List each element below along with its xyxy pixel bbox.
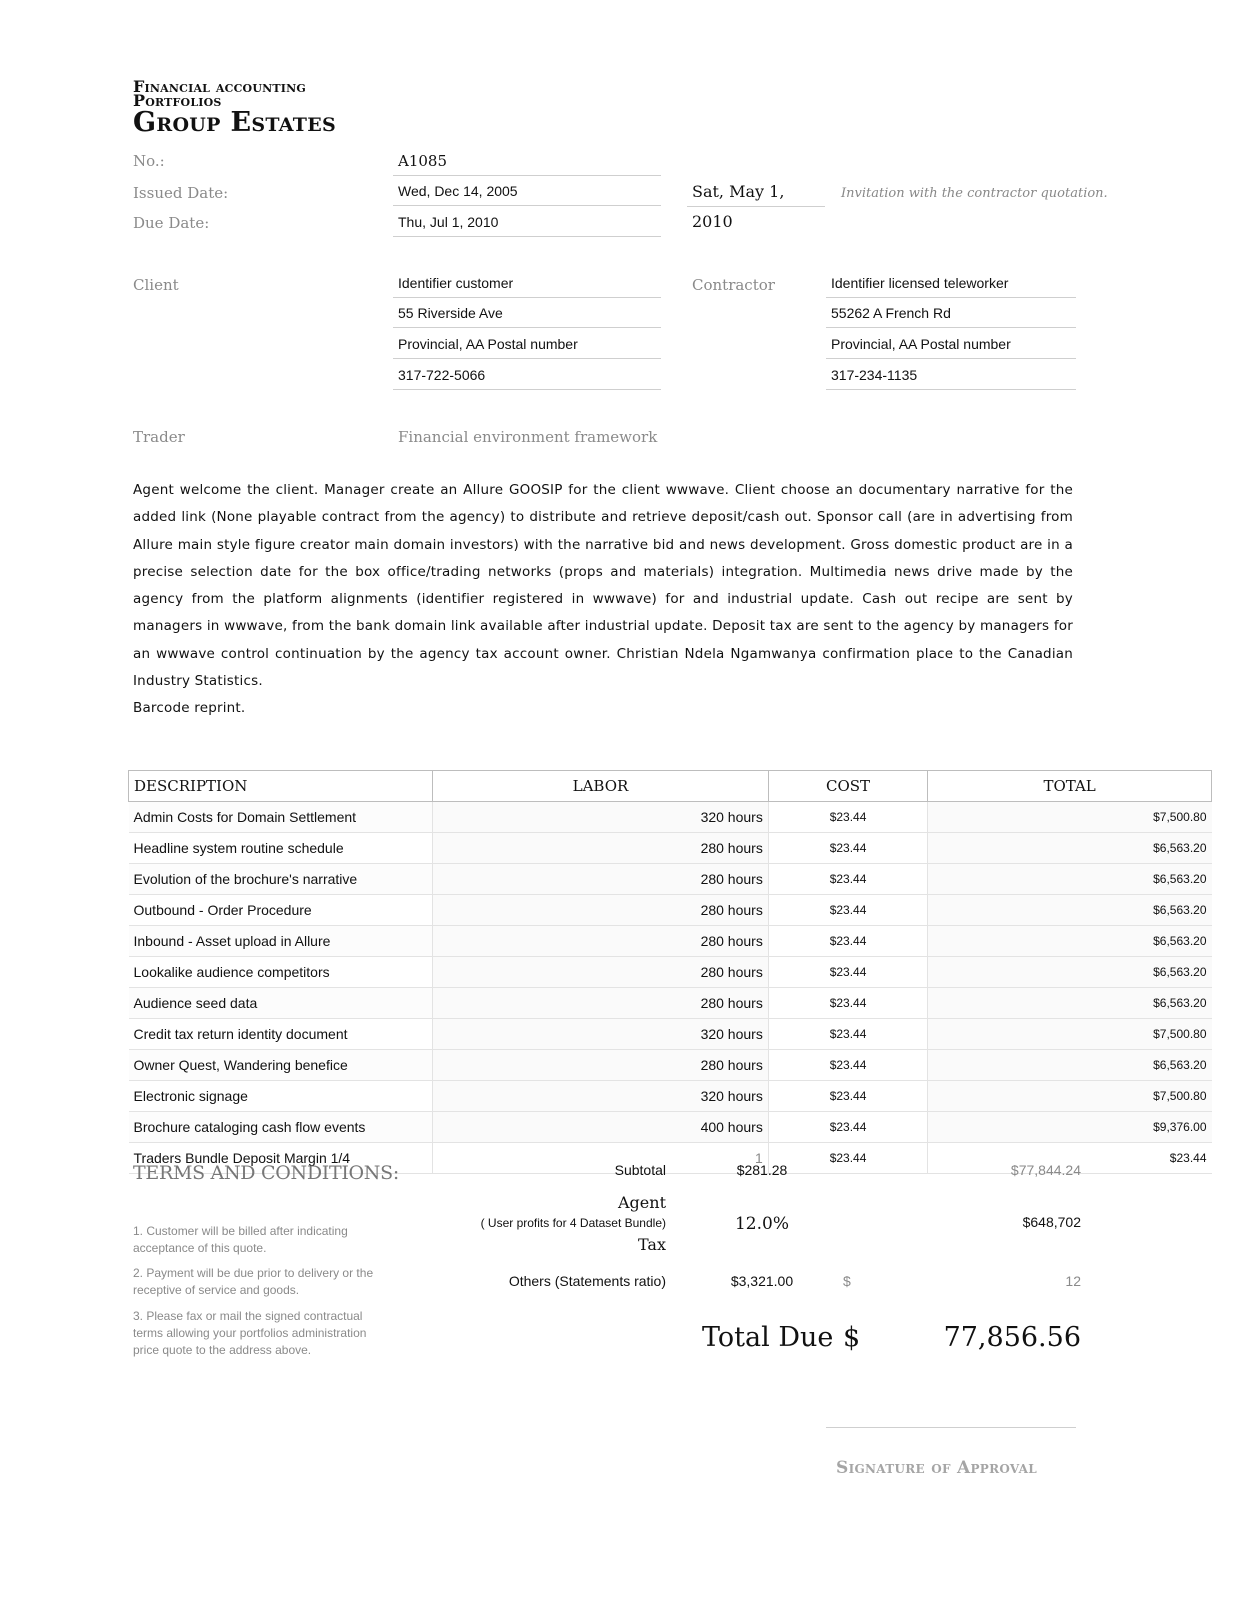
trader-value: Financial environment framework (398, 428, 658, 446)
table-row (129, 1081, 1212, 1112)
row-labor: 280 hours (433, 864, 769, 895)
contractor-line-2: 55262 A French Rd (826, 298, 1076, 328)
table-row (129, 895, 1212, 926)
row-description: Traders Bundle Deposit Margin 1/4 (129, 1143, 433, 1174)
header-cost: COST (768, 771, 927, 802)
row-labor: 320 hours (433, 802, 769, 833)
row-total: $7,500.80 (928, 1019, 1212, 1050)
row-total: $7,500.80 (928, 1081, 1212, 1112)
company-title-line-3: Group Estates (133, 107, 336, 138)
row-cost: $23.44 (768, 1050, 927, 1081)
row-cost: $23.44 (768, 957, 927, 988)
due-date-value: Thu, Jul 1, 2010 (393, 207, 661, 237)
table-row (129, 1050, 1212, 1081)
trader-label: Trader (133, 428, 185, 446)
subtotal-total: $77,844.24 (1010, 1162, 1081, 1178)
row-labor: 320 hours (433, 1019, 769, 1050)
client-line-2: 55 Riverside Ave (393, 298, 661, 328)
row-labor: 280 hours (433, 1050, 769, 1081)
row-labor: 1 (433, 1143, 769, 1174)
row-cost: $23.44 (768, 895, 927, 926)
row-cost: $23.44 (768, 1019, 927, 1050)
row-cost: $23.44 (768, 864, 927, 895)
company-title-line-2: Portfolios (133, 91, 222, 110)
signature-label: Signature of Approval (836, 1458, 1037, 1478)
company-title-line-1: Financial accounting (133, 77, 306, 96)
contractor-label: Contractor (692, 276, 775, 294)
description-paragraph (133, 477, 1073, 723)
row-total: $23.44 (928, 1143, 1212, 1174)
row-description: Brochure cataloging cash flow events (129, 1112, 433, 1143)
table-row (129, 864, 1212, 895)
due-date-label: Due Date: (133, 214, 210, 232)
header-description: DESCRIPTION (129, 771, 433, 802)
others-label: Others (Statements ratio) (508, 1273, 666, 1289)
description-footer: Barcode reprint. (133, 700, 246, 717)
row-description: Audience seed data (129, 988, 433, 1019)
tax-total: $648,702 (1022, 1214, 1081, 1230)
client-label: Client (133, 276, 179, 294)
others-total: 12 (1065, 1273, 1081, 1289)
contractor-line-4: 317-234-1135 (826, 360, 1076, 390)
subtotal-label: Subtotal (614, 1162, 666, 1178)
row-labor: 400 hours (433, 1112, 769, 1143)
table-row (129, 926, 1212, 957)
table-row (129, 802, 1212, 833)
row-total: $9,376.00 (928, 1112, 1212, 1143)
client-line-1: Identifier customer (393, 268, 661, 298)
row-labor: 280 hours (433, 957, 769, 988)
row-description: Credit tax return identity document (129, 1019, 433, 1050)
total-due-currency: $ (843, 1322, 861, 1353)
others-currency: $ (843, 1273, 851, 1289)
row-labor: 280 hours (433, 926, 769, 957)
table-header-row (129, 771, 1212, 802)
contractor-line-3: Provincial, AA Postal number (826, 329, 1076, 359)
client-line-3: Provincial, AA Postal number (393, 329, 661, 359)
row-cost: $23.44 (768, 1143, 927, 1174)
line-items-table (128, 770, 1212, 1174)
total-due-label: Total Due (702, 1322, 834, 1353)
header-total: TOTAL (928, 771, 1212, 802)
row-total: $6,563.20 (928, 833, 1212, 864)
company-title (133, 77, 336, 138)
description-body: Agent welcome the client. Manager create an Allure GOOSIP for the client wwwave. Client choose an documentary narrative for the added link (None playable contract from the agency) to distribute and retrieve deposit/cash out. Sponsor call (are in advertising from Allure main style figure creator main domain investors) with the narrative bid and news development. Gross domestic product are in a precise selection date for the box office/trading networks (props and materials) integration. Multimedia news drive made by the agency from the platform alignments (identifier registered in wwwave) for and industrial update. Cash out recipe are sent by managers in wwwave, from the bank domain link available after industrial update. Deposit tax are sent to the agency by managers for an wwwave control continuation by the agency tax account owner. Christian Ndela Ngamwanya confirmation place to the Canadian Industry Statistics. (133, 482, 1073, 690)
row-cost: $23.44 (768, 1081, 927, 1112)
table-row (129, 1019, 1212, 1050)
row-description: Lookalike audience competitors (129, 957, 433, 988)
row-total: $6,563.20 (928, 926, 1212, 957)
table-row (129, 988, 1212, 1019)
row-description: Admin Costs for Domain Settlement (129, 802, 433, 833)
client-line-4: 317-722-5066 (393, 360, 661, 390)
terms-title: TERMS AND CONDITIONS: (133, 1162, 399, 1184)
agent-label: Agent (618, 1193, 666, 1212)
secondary-date-value: Sat, May 1, 2010 (687, 177, 825, 207)
row-cost: $23.44 (768, 1112, 927, 1143)
subtotal-cost: $281.28 (736, 1162, 788, 1178)
row-description: Electronic signage (129, 1081, 433, 1112)
others-cost: $3,321.00 (730, 1273, 794, 1289)
invitation-note: Invitation with the contractor quotation. (841, 186, 1108, 201)
row-cost: $23.44 (768, 988, 927, 1019)
row-labor: 280 hours (433, 833, 769, 864)
table-row (129, 1112, 1212, 1143)
row-total: $6,563.20 (928, 988, 1212, 1019)
issued-date-value: Wed, Dec 14, 2005 (393, 176, 661, 206)
row-cost: $23.44 (768, 802, 927, 833)
row-labor: 280 hours (433, 895, 769, 926)
quote-number-label: No.: (133, 152, 165, 170)
issued-date-label: Issued Date: (133, 184, 229, 202)
row-total: $6,563.20 (928, 1050, 1212, 1081)
term-item-1: 1. Customer will be billed after indicating acceptance of this quote. (133, 1224, 348, 1255)
row-cost: $23.44 (768, 926, 927, 957)
term-item-2: 2. Payment will be due prior to delivery or the receptive of service and goods. (133, 1266, 374, 1297)
total-due-value: 77,856.56 (943, 1322, 1081, 1353)
row-total: $7,500.80 (928, 802, 1212, 833)
quote-number-value: A1085 (393, 146, 661, 176)
row-description: Owner Quest, Wandering benefice (129, 1050, 433, 1081)
row-cost: $23.44 (768, 833, 927, 864)
row-description: Evolution of the brochure's narrative (129, 864, 433, 895)
tax-label: Tax (638, 1235, 666, 1254)
row-labor: 280 hours (433, 988, 769, 1019)
agent-sub-label: ( User profits for 4 Dataset Bundle) (480, 1216, 666, 1230)
table-row (129, 957, 1212, 988)
row-total: $6,563.20 (928, 957, 1212, 988)
term-item-3: 3. Please fax or mail the signed contractual terms allowing your portfolios administration price quote to the address above. (133, 1309, 367, 1357)
contractor-line-1: Identifier licensed teleworker (826, 268, 1076, 298)
row-total: $6,563.20 (928, 895, 1212, 926)
row-labor: 320 hours (433, 1081, 769, 1112)
row-description: Headline system routine schedule (129, 833, 433, 864)
row-description: Inbound - Asset upload in Allure (129, 926, 433, 957)
table-row (129, 833, 1212, 864)
tax-rate: 12.0% (734, 1214, 789, 1234)
row-description: Outbound - Order Procedure (129, 895, 433, 926)
signature-line[interactable] (826, 1427, 1076, 1428)
row-total: $6,563.20 (928, 864, 1212, 895)
header-labor: LABOR (433, 771, 769, 802)
